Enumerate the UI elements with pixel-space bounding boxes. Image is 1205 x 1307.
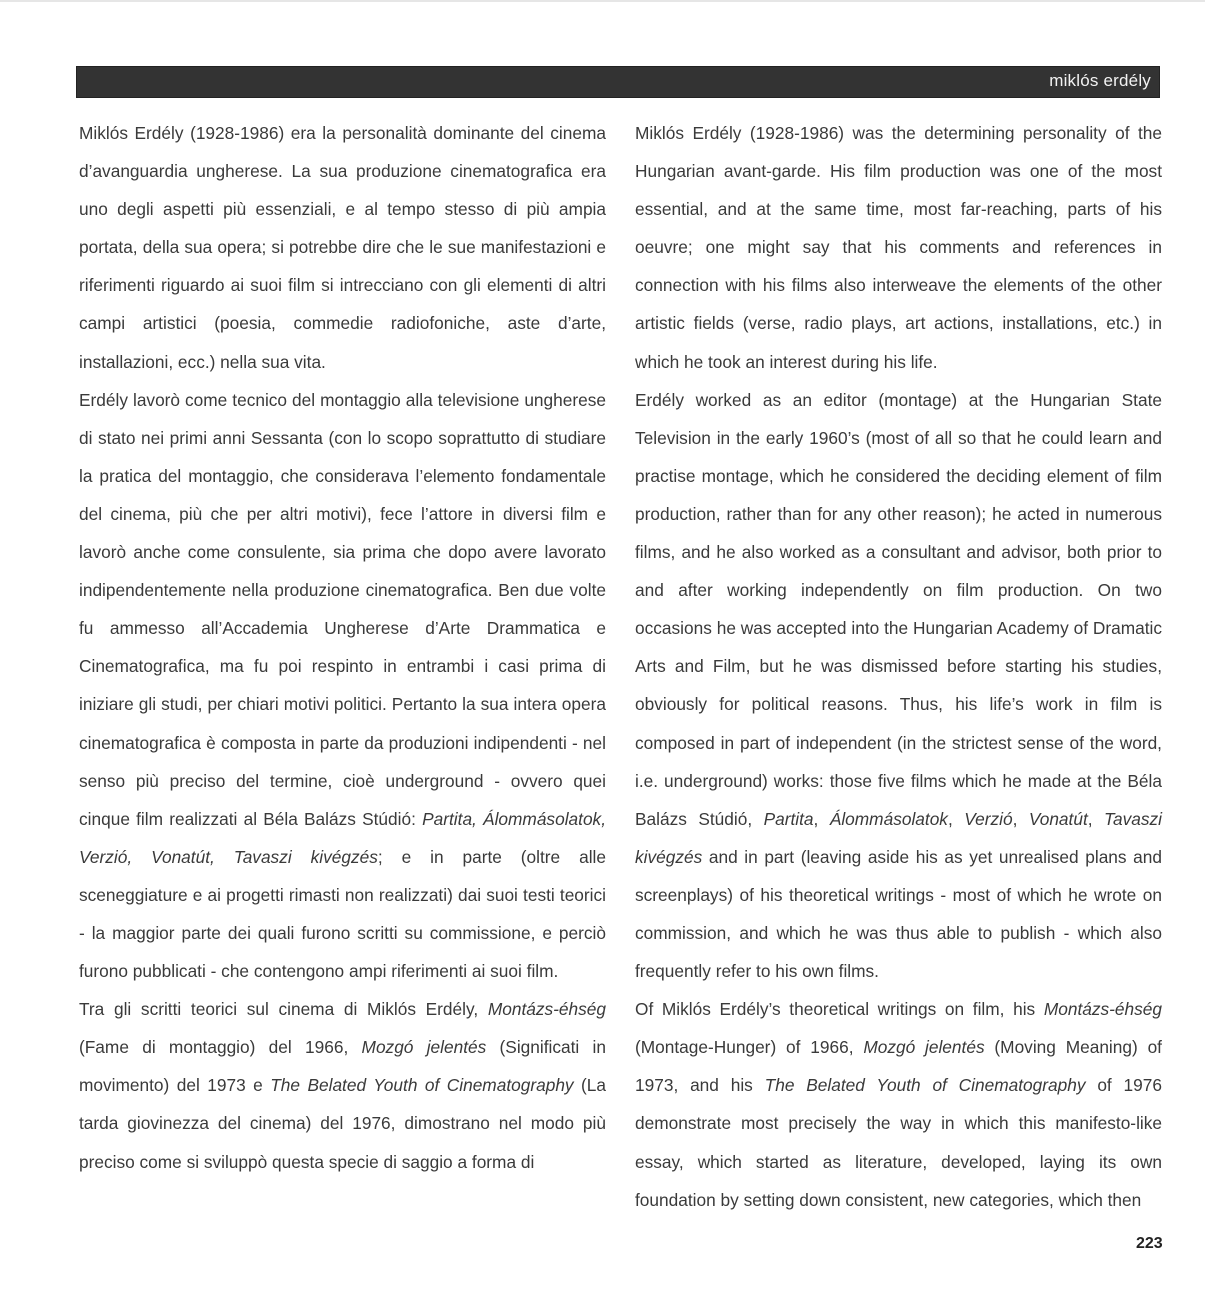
italian-p3-text: Tra gli scritti teorici sul cinema di Miklós Erdély, (79, 999, 488, 1020)
english-p3-text-3: (Moving Meaning) of 1973, and his (635, 1037, 1162, 1096)
separator: , (1012, 808, 1029, 829)
italian-p3-text-2: (Fame di montaggio) del 1966, (79, 1037, 362, 1058)
italian-paragraph-3 (79, 990, 606, 1180)
english-title-belated-youth: The Belated Youth of Cinematography (764, 1075, 1086, 1096)
italian-p2-text-end: ; e in parte (oltre alle sceneggiature e ai progetti rimasti non realizzati) dai suoi testi teorici - la maggior parte dei quali furono scritti su commissione, e perciò furono pubblicati - che contengono ampi riferimenti ai suoi film. (79, 846, 606, 982)
italian-p3-text-3: (Significati in movimento) del 1973 e (79, 1037, 606, 1096)
english-paragraph-3 (635, 990, 1162, 1219)
english-p3-text-4: of 1976 demonstrate most precisely the way in which this manifesto-like essay, which started as literature, developed, laying its own foundation by setting down consistent, new categories, which then (635, 1075, 1162, 1210)
italian-title-montazs: Montázs-éhség (487, 999, 606, 1020)
english-paragraph-1: Miklós Erdély (1928-1986) was the determining personality of the Hungarian avant-garde. His film production was one of the most essential, and at the same time, most far-reaching, parts of his oeuvre; one might say that his comments and references in connection with his films also interweave the elements of the other artistic fields (verse, radio plays, art actions, installations, etc.) in which he took an interest during his life. (635, 123, 1162, 372)
italian-title-mozgo: Mozgó jelentés (361, 1037, 487, 1058)
english-film-partita: Partita (763, 808, 814, 829)
english-film-vonatut: Vonatút (1028, 808, 1088, 829)
english-film-verzio: Verzió (964, 808, 1013, 829)
italian-paragraph-2 (79, 381, 606, 991)
separator: , (947, 808, 965, 829)
english-title-montazs: Montázs-éhség (1043, 999, 1162, 1020)
header-bar (76, 66, 1160, 98)
english-column (635, 114, 1162, 1219)
english-film-alommasolatok: Álommásolatok (829, 808, 948, 829)
italian-title-belated-youth: The Belated Youth of Cinematography (270, 1075, 574, 1096)
running-header-title: miklós erdély (1049, 71, 1151, 90)
page-number: 223 (1136, 1235, 1163, 1252)
italian-p2-text: Erdély lavorò come tecnico del montaggio alla televisione ungherese di stato nei primi anni Sessanta (con lo scopo soprattutto di studiare la pratica del montaggio, che considerava l’elemento fondamentale del cinema, più che per altri motivi), fece l’attore in diversi film e lavorò anche come consulente, sia prima che dopo avere lavorato indipendentemente nella produzione cinematografica. Ben due volte fu ammesso all’Accademia Ungherese d’Arte Drammatica e Cinematografica, ma fu poi respinto in entrambi i casi prima di iniziare gli studi, per chiari motivi politici. Pertanto la sua intera opera cinematografica è composta in parte da produzioni indipendenti - nel senso più preciso del termine, cioè underground - ovvero quei cinque film realizzati al Béla Balázs Stúdió: (79, 389, 606, 829)
english-film-tavaszi-kivegzes: Tavaszi kivégzés (635, 808, 1162, 867)
italian-column (79, 114, 606, 1181)
english-p2-text: Erdély worked as an editor (montage) at the Hungarian State Television in the early 1960’s (most of all so that he could learn and practise montage, which he considered the deciding element of film production, rather than for any other reason); he acted in numerous films, and he also worked as a consultant and advisor, both prior to and after working independently on film production. On two occasions he was accepted into the Hungarian Academy of Dramatic Arts and Film, but he was dismissed before starting his studies, obviously for political reasons. Thus, his life’s work in film is composed in part of independent (in the strictest sense of the word, i.e. underground) works: those five films which he made at the Béla Balázs Stúdió, (635, 389, 1162, 829)
english-title-mozgo: Mozgó jelentés (863, 1037, 985, 1058)
english-paragraph-2 (635, 381, 1162, 991)
english-p3-text-2: (Montage-Hunger) of 1966, (635, 1037, 864, 1058)
english-p2-text-end: and in part (leaving aside his as yet unrealised plans and screenplays) of his theoretical writings - most of which he wrote on commission, and which he was thus able to publish - which also frequently refer to his own films. (635, 846, 1162, 982)
separator: , (813, 808, 830, 829)
italian-paragraph-1: Miklós Erdély (1928-1986) era la personalità dominante del cinema d’avanguardia ungherese. La sua produzione cinematografica era uno degli aspetti più essenziali, e al tempo stesso di più ampia portata, della sua opera; si potrebbe dire che le sue manifestazioni e riferimenti riguardo ai suoi film si intrecciano con gli elementi di altri campi artistici (poesia, commedie radiofoniche, aste d’arte, installazioni, ecc.) nella sua vita. (79, 123, 606, 372)
separator: , (1087, 808, 1105, 829)
top-rule (0, 0, 1205, 2)
english-p3-text: Of Miklós Erdély’s theoretical writings on film, his (635, 999, 1044, 1020)
italian-p3-text-4: (La tarda giovinezza del cinema) del 1976, dimostrano nel modo più preciso come si sviluppò questa specie di saggio a forma di (79, 1075, 607, 1172)
italian-film-titles: Partita, Álommásolatok, Verzió, Vonatút, Tavaszi kivégzés (79, 808, 606, 867)
